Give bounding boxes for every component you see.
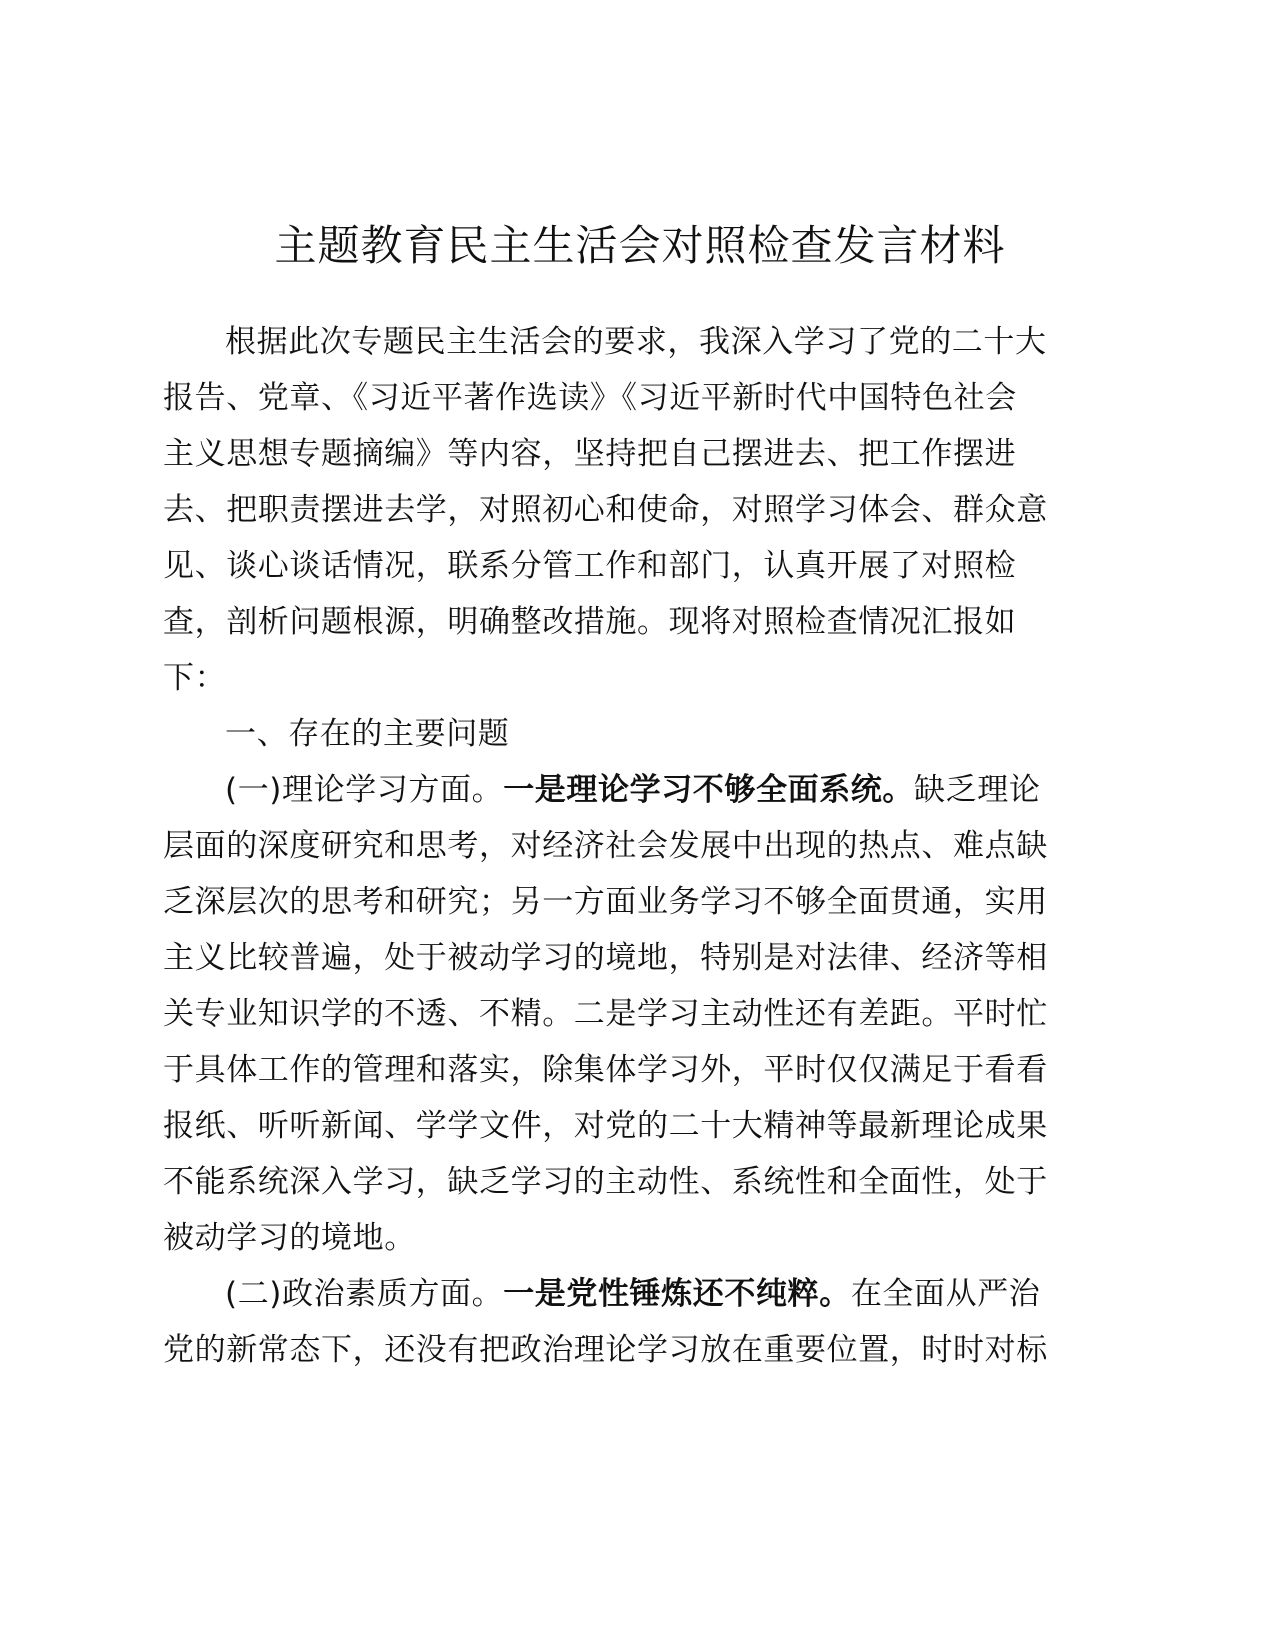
subsection-1-line-4: 主义比较普遍，处于被动学习的境地，特别是对法律、经济等相 xyxy=(163,940,1048,976)
intro-line-4: 去、把职责摆进去学，对照初心和使命，对照学习体会、群众意 xyxy=(163,492,1048,528)
document-title: 主题教育民主生活会对照检查发言材料 xyxy=(274,221,1006,270)
subsection-2-line-1-rest: 在全面从严治 xyxy=(850,1276,1041,1312)
subsection-1-line-7: 报纸、听听新闻、学学文件，对党的二十大精神等最新理论成果 xyxy=(163,1108,1048,1144)
subsection-1-line-2: 层面的深度研究和思考，对经济社会发展中出现的热点、难点缺 xyxy=(163,828,1048,864)
subsection-1-line-1-rest: 缺乏理论 xyxy=(914,772,1041,808)
intro-line-1: 根据此次专题民主生活会的要求，我深入学习了党的二十大 xyxy=(225,324,1047,360)
subsection-2-label: (二)政治素质方面。 xyxy=(225,1276,504,1312)
document-body xyxy=(163,314,1068,1378)
intro-line-2: 报告、党章、《习近平著作选读》《习近平新时代中国特色社会 xyxy=(163,380,1017,416)
section-heading-problems: 一、存在的主要问题 xyxy=(225,716,510,752)
subsection-1-line-6: 于具体工作的管理和落实，除集体学习外，平时仅仅满足于看看 xyxy=(163,1052,1048,1088)
subsection-2-point-1: 一是党性锤炼还不纯粹。 xyxy=(503,1276,851,1312)
subsection-1-first-line xyxy=(163,762,1068,818)
subsection-1-line-3: 乏深层次的思考和研究；另一方面业务学习不够全面贯通，实用 xyxy=(163,884,1048,920)
subsection-1-line-5: 关专业知识学的不透、不精。二是学习主动性还有差距。平时忙 xyxy=(163,996,1048,1032)
subsection-2-first-line xyxy=(163,1266,1068,1322)
intro-line-3: 主义思想专题摘编》等内容，坚持把自己摆进去、把工作摆进 xyxy=(163,436,1017,472)
subsection-1-line-8: 不能系统深入学习，缺乏学习的主动性、系统性和全面性，处于 xyxy=(163,1164,1048,1200)
subsection-2-line-2: 党的新常态下，还没有把政治理论学习放在重要位置，时时对标 xyxy=(163,1332,1048,1368)
subsection-1-label: (一)理论学习方面。 xyxy=(225,772,504,808)
subsection-1-point-1: 一是理论学习不够全面系统。 xyxy=(503,772,915,808)
intro-line-5: 见、谈心谈话情况，联系分管工作和部门，认真开展了对照检 xyxy=(163,548,1017,584)
intro-line-6: 查，剖析问题根源，明确整改措施。现将对照检查情况汇报如 xyxy=(163,604,1017,640)
subsection-1-line-9: 被动学习的境地。 xyxy=(163,1220,416,1256)
intro-line-7: 下： xyxy=(163,660,227,696)
